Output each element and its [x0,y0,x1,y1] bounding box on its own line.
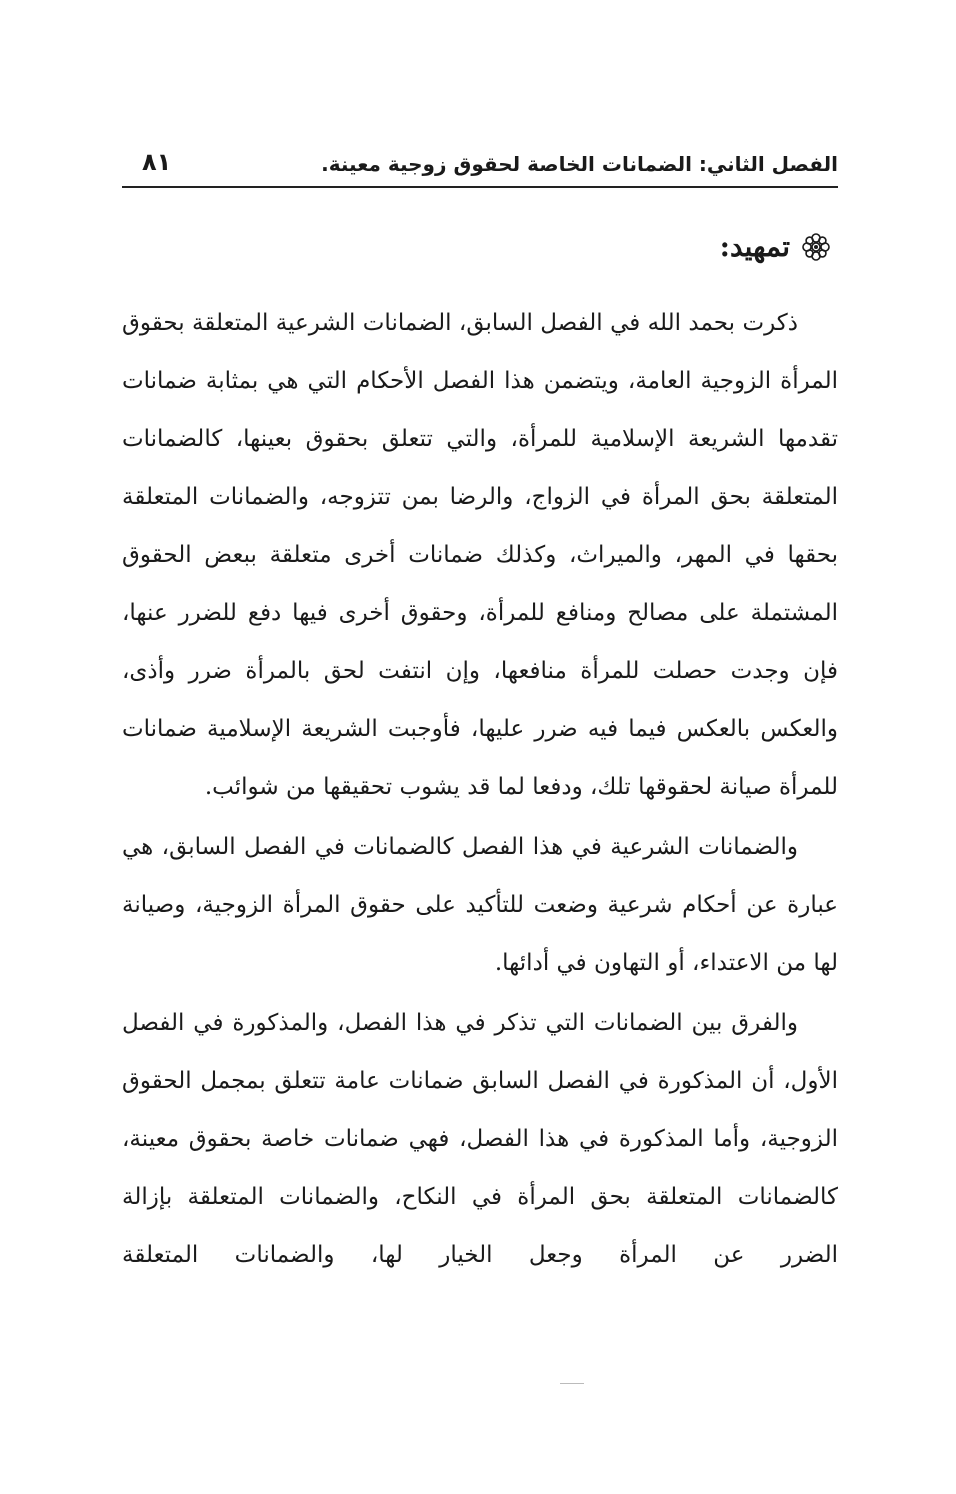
paragraph: والضمانات الشرعية في هذا الفصل كالضمانات في الفصل السابق، هي عبارة عن أحكام شرعية وضعت للتأكيد على حقوق المرأة الزوجية، وصيانة لها من الاعتداء، أو التهاون في أدائها. [122,834,838,976]
paragraph: والفرق بين الضمانات التي تذكر في هذا الفصل، والمذكورة في الفصل الأول، أن المذكورة في الفصل السابق ضمانات عامة تتعلق بمجمل الحقوق الزوجية، وأما المذكورة في هذا الفصل، فهي ضمانات خاصة بحقوق معينة، كالضمانات المتعلقة بحق المرأة في النكاح، والضمانات المتعلقة بإزالة الضرر عن المرأة وجعل الخيار لها، والضمانات المتعلقة [122,1010,838,1268]
paragraph: ذكرت بحمد الله في الفصل السابق، الضمانات الشرعية المتعلقة بحقوق المرأة الزوجية العامة، ويتضمن هذا الفصل الأحكام التي هي بمثابة ضمانات تقدمها الشريعة الإسلامية للمرأة، والتي تتعلق بحقوق بعينها، كالضمانات المتعلقة بحق المرأة في الزواج، والرضا بمن تتزوجه، والضمانات المتعلقة بحقها في المهر، والميراث، وكذلك ضمانات أخرى متعلقة ببعض الحقوق المشتملة على مصالح ومنافع للمرأة، وحقوق أخرى فيها دفع للضرر عنها، فإن وجدت حصلت للمرأة منافعها، وإن انتفت لحق بالمرأة ضرر وأذى، والعكس بالعكس فيما فيه ضرر عليها، فأوجبت الشريعة الإسلامية ضمانات للمرأة صيانة لحقوقها تلك، ودفعا لما قد يشوب تحقيقها من شوائب. [122,310,838,800]
section-heading-text: تمهيد: [719,230,790,263]
body-text [122,294,838,1286]
section-heading [720,230,832,263]
flower-ornament-icon [800,231,832,263]
page-number: ٨١ [142,148,172,176]
running-header [122,148,838,188]
scan-speck [560,1383,584,1384]
chapter-title: الفصل الثاني: الضمانات الخاصة لحقوق زوجية معينة. [321,152,838,176]
